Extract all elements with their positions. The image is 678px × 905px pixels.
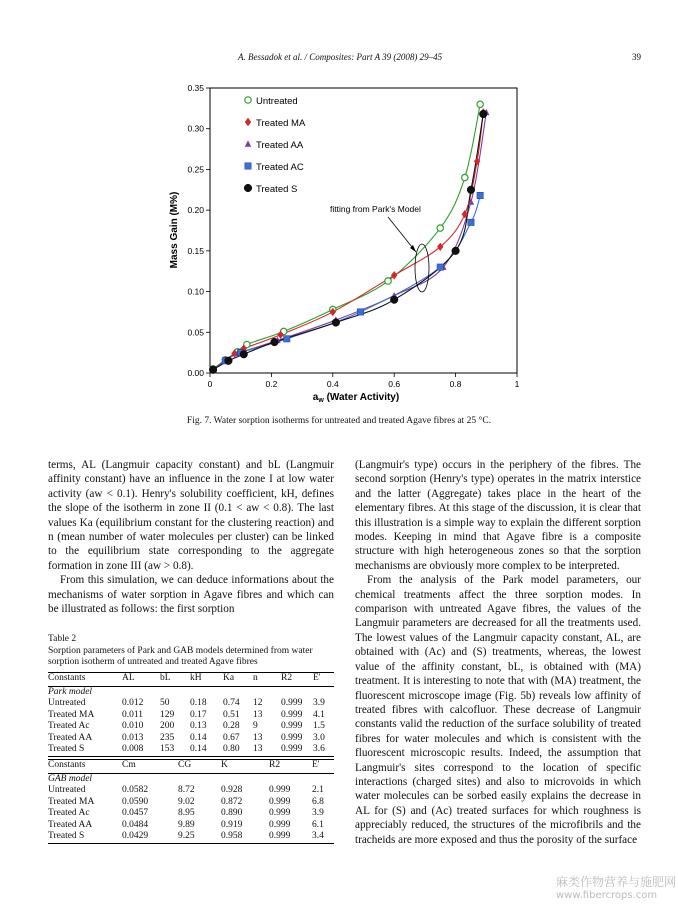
fit-curves <box>213 104 486 369</box>
table-cell: 4.1 <box>313 709 325 720</box>
table-cell: 50 <box>160 698 170 708</box>
table-cell: Treated MA <box>48 709 95 720</box>
table-cell: 200 <box>160 721 175 731</box>
table-cell: 9.02 <box>178 796 195 807</box>
legend-marker <box>245 97 251 103</box>
data-point <box>462 174 468 180</box>
table-cell: 0.0429 <box>122 831 178 843</box>
paragraph: terms, AL (Langmuir capacity constant) and bL (Langmuir affinity constant) have an influence in the zone I at low water activity (aw < 0.1). Henry's solubility coefficient, kH, defines the slope of the isotherm in zone II (0.1 < aw < 0.8). The last values Ka (equilibrium constant for the clustering reaction) and n (mean number of water molecules per cluster) can be linked to the equilibrium state corresponding to the aggregate formation in zone III (aw > 0.8). <box>48 459 334 572</box>
table-cell: 3.6 <box>313 744 334 756</box>
table-cell: 0.999 <box>281 732 303 743</box>
data-point <box>240 350 248 358</box>
legend-marker <box>244 184 252 192</box>
table-caption: Sorption parameters of Park and GAB models determined from water sorption isotherm of untreated and treated Agave fibres <box>48 645 313 667</box>
fit-curve <box>213 195 480 369</box>
table-cell: R2 <box>281 672 313 686</box>
table-row <box>48 797 334 809</box>
table-cell: 8.95 <box>178 808 195 818</box>
table-cell: 0.999 <box>269 831 312 843</box>
table-cell: 0.999 <box>281 744 313 756</box>
y-tick-label: 0.20 <box>187 205 204 216</box>
data-point <box>479 110 487 118</box>
table-cell: bL <box>160 672 190 686</box>
table-group-row <box>48 773 334 785</box>
table-cell: 153 <box>160 744 190 756</box>
table-cell: 0.890 <box>221 808 243 818</box>
watermark <box>556 876 676 902</box>
table-cell: 0.999 <box>281 709 303 720</box>
table-row <box>48 710 334 722</box>
fit-curve <box>213 112 486 369</box>
table-cell: 6.8 <box>312 796 324 807</box>
x-axis-label: $a_w$ (Water Activity) <box>312 392 400 404</box>
table-cell: 0.999 <box>269 796 291 807</box>
table-cell: Treated AA <box>48 732 93 743</box>
y-axis-label: Mass Gain (M%) <box>169 191 180 269</box>
table-cell: Treated MA <box>48 796 95 807</box>
x-tick-label: 0 <box>207 379 213 389</box>
y-tick-label: 0.25 <box>187 164 204 175</box>
running-title: A. Bessadok et al. / Composites: Part A 39 (2008) 29–45 <box>238 52 443 62</box>
table-cell: R2 <box>269 759 312 773</box>
table-cell: Treated AA <box>48 819 93 830</box>
table-2 <box>48 634 334 844</box>
fit-curve <box>213 114 483 370</box>
table-cell: 13 <box>253 744 281 756</box>
park-table <box>48 672 334 757</box>
y-tick-label: 0.30 <box>187 123 204 134</box>
table-cell: 3.9 <box>313 698 325 708</box>
data-point <box>271 338 279 346</box>
table-cell: 0.919 <box>221 819 243 830</box>
table-cell: 0.0457 <box>122 808 149 818</box>
data-point <box>209 366 217 374</box>
fit-curve <box>213 104 480 369</box>
table-cell: kH <box>190 672 223 686</box>
table-group-row <box>48 686 334 698</box>
plot-frame <box>210 88 517 373</box>
data-point <box>437 225 443 231</box>
table-cell: 0.999 <box>269 785 291 795</box>
table-row <box>48 744 334 756</box>
table-cell: 0.14 <box>190 744 223 756</box>
table-cell: GAB model <box>48 773 93 784</box>
table-cell: 0.012 <box>122 698 144 708</box>
table-cell: 1.5 <box>313 721 325 731</box>
table-cell: 12 <box>253 698 263 708</box>
gab-table <box>48 759 334 844</box>
legend-label: Untreated <box>256 96 298 107</box>
x-tick-label: 0.8 <box>449 379 462 389</box>
y-tick-label: 0.10 <box>187 286 204 297</box>
table-cell: AL <box>122 672 160 686</box>
y-tick-label: 0.05 <box>187 327 204 338</box>
data-point <box>357 309 363 315</box>
chart-legend <box>244 96 306 195</box>
table-cell: 0.18 <box>190 698 207 708</box>
table-cell: E' <box>312 759 334 773</box>
data-point <box>468 219 474 225</box>
table-cell: Treated S <box>48 744 122 756</box>
table-cell: Constants <box>48 759 122 773</box>
annotation-ellipse <box>415 244 429 292</box>
right-column <box>355 458 641 847</box>
table-cell: 13 <box>253 709 263 720</box>
data-point <box>284 336 290 342</box>
table-cell: 0.17 <box>190 709 207 720</box>
legend-marker <box>245 163 251 169</box>
data-point <box>452 247 460 255</box>
y-tick-label: 0.15 <box>187 245 204 256</box>
table-cell: 0.999 <box>281 698 303 708</box>
data-point <box>467 186 475 194</box>
fit-curve <box>213 112 483 369</box>
table-cell: 0.0590 <box>122 796 149 807</box>
annotation-text: fitting from Park's Model <box>330 204 421 214</box>
table-cell: 8.72 <box>178 785 195 795</box>
table-cell: 0.28 <box>223 721 240 731</box>
table-cell: 0.67 <box>223 732 240 743</box>
table-cell: 0.80 <box>223 744 253 756</box>
table-title: Table 2 <box>48 634 77 644</box>
paragraph: (Langmuir's type) occurs in the periphery of the fibres. The second sorption (Henry's type) operates in the matrix interstice and the latter (Aggregate) takes place in the heart of the elementary fibres. At this stage of the discussion, it is clear that this illustration is a simple way to explain the different sorption modes. Keeping in mind that Agave fibre is a composite structure with high heterogeneous zones so that the sorption mechanisms are obviously more complex to be interpreted. <box>355 459 641 572</box>
page-number: 39 <box>632 52 641 62</box>
table-header-row <box>48 759 334 773</box>
table-cell: 0.0484 <box>122 819 149 830</box>
table-row <box>48 808 334 820</box>
table-cell: 0.999 <box>269 808 291 818</box>
data-point <box>437 264 443 270</box>
table-cell: 129 <box>160 709 175 720</box>
table-cell: 0.13 <box>190 721 207 731</box>
legend-marker <box>245 140 251 146</box>
table-cell: 0.872 <box>221 796 243 807</box>
table-row <box>48 698 334 710</box>
running-header <box>0 52 678 66</box>
table-row <box>48 721 334 733</box>
table-row <box>48 785 334 797</box>
table-cell: E' <box>313 672 334 686</box>
table-cell: Treated Ac <box>48 808 90 818</box>
table-cell: 9 <box>253 721 258 731</box>
table-cell: Treated S <box>48 831 122 843</box>
table-cell: 0.928 <box>221 785 243 795</box>
table-cell: Untreated <box>48 785 86 795</box>
data-point <box>437 243 443 251</box>
chart-axes <box>187 83 519 389</box>
data-point <box>385 278 391 284</box>
watermark-line: 麻类作物营养与施肥网 <box>556 875 677 889</box>
data-point <box>390 296 398 304</box>
table-cell: K <box>221 759 269 773</box>
table-cell: 0.958 <box>221 831 269 843</box>
y-tick-label: 0.35 <box>187 83 204 93</box>
x-tick-label: 0.4 <box>326 379 339 389</box>
table-cell: 235 <box>160 732 175 743</box>
table-cell: Cm <box>122 759 178 773</box>
table-row <box>48 820 334 832</box>
legend-label: Treated AA <box>256 140 304 151</box>
table-cell: 0.0582 <box>122 785 149 795</box>
table-cell: 0.74 <box>223 698 240 708</box>
left-column <box>48 458 334 616</box>
table-cell: 0.008 <box>122 744 160 756</box>
table-cell: 0.999 <box>281 721 303 731</box>
sorption-isotherm-chart <box>160 72 530 412</box>
legend-marker <box>245 118 251 126</box>
table-cell: 3.4 <box>312 831 334 843</box>
watermark-line: www.fibercrops.com <box>556 890 658 901</box>
table-cell: Untreated <box>48 698 86 708</box>
table-cell: Treated Ac <box>48 721 90 731</box>
table-cell: 3.0 <box>313 732 325 743</box>
table-cell: 0.010 <box>122 721 144 731</box>
table-cell: 0.14 <box>190 732 207 743</box>
table-row <box>48 733 334 745</box>
x-tick-label: 0.6 <box>388 379 401 389</box>
table-cell: 0.51 <box>223 709 240 720</box>
legend-label: Treated MA <box>256 118 306 129</box>
table-cell: 0.013 <box>122 732 144 743</box>
table-cell: CG <box>178 759 221 773</box>
data-point <box>332 319 340 327</box>
table-cell: Ka <box>223 672 253 686</box>
table-cell: 6.1 <box>312 819 324 830</box>
x-tick-label: 0.2 <box>265 379 278 389</box>
y-tick-label: 0.00 <box>187 368 204 378</box>
legend-label: Treated S <box>256 184 298 195</box>
paragraph: From the analysis of the Park model parameters, our chemical treatments affect the three sorption modes. In comparison with untreated Agave fibres, the values of the Langmuir parameters are decreased for all the treatments used. The lowest values of the Langmuir capacity constant, AL, are obtained with (Ac) and (S) treatments, whereas, the lowest value of the affinity constant, bL, is obtained with (MA) treatment. It is interesting to note that with (MA) treatment, the fluorescent microscope image (Fig. 5b) reveals low affinity of treated fibres with calcofluor. These decrease of Langmuir constants valid the reduction of the surface solubility of treated fibres for water molecules and which is consistent with the fluorescent microscopic results. Indeed, the assumption that Langmuir's sites correspond to the location of specific interactions (charged sites) and also to microvoids in which water molecules can be sorbed easily explains the decrease in AL for (S) and (Ac) treated surfaces for which roughness is appreciably reduced, the structures of the microfibrils and the tracheids are more exposed and thus the porosity of the surface <box>355 574 641 846</box>
table-cell: 3.9 <box>312 808 324 818</box>
table-cell: n <box>253 672 281 686</box>
data-points <box>209 101 489 374</box>
table-header-row <box>48 672 334 686</box>
table-cell: Constants <box>48 672 122 686</box>
data-point <box>477 101 483 107</box>
table-cell: 0.011 <box>122 709 144 720</box>
table-cell: 9.25 <box>178 831 221 843</box>
table-cell: Park model <box>48 686 93 697</box>
x-tick-label: 1 <box>514 379 520 389</box>
table-cell: 0.999 <box>269 819 291 830</box>
figure-caption: Fig. 7. Water sorption isotherms for untreated and treated Agave fibres at 25 °C. <box>186 416 492 426</box>
chart-annotation <box>330 204 429 292</box>
table-cell: 2.1 <box>312 785 324 795</box>
data-point <box>477 192 483 198</box>
table-row <box>48 831 334 843</box>
table-cell: 13 <box>253 732 263 743</box>
legend-label: Treated AC <box>256 162 304 173</box>
table-cell: 9.89 <box>178 819 195 830</box>
data-point <box>225 357 233 365</box>
paragraph: From this simulation, we can deduce informations about the mechanisms of water sorption in Agave fibres and which can be illustrated as follows: the first sorption <box>48 574 334 616</box>
